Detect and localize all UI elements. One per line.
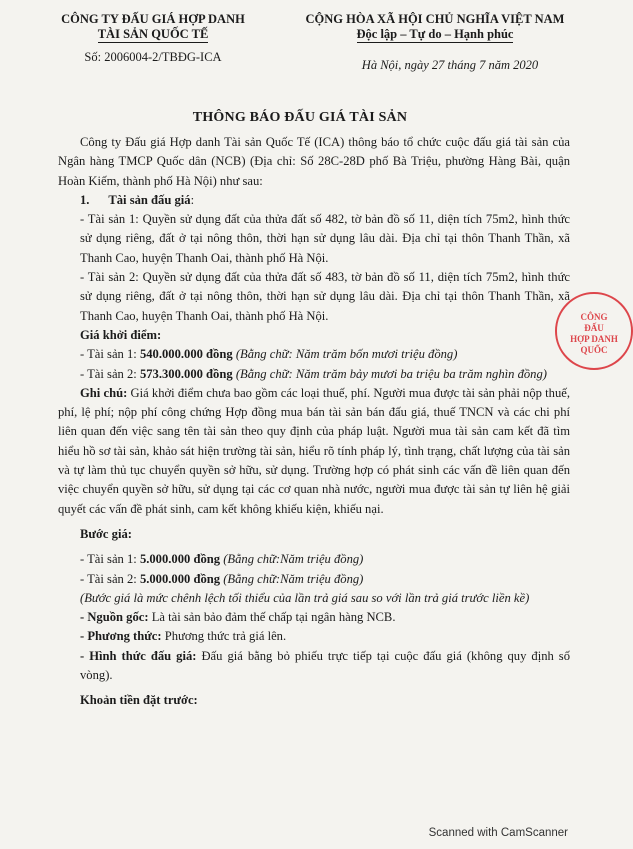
seal-line-1: CÔNG: [580, 312, 608, 322]
starting-price-1-amount: 540.000.000 đồng: [139, 347, 233, 362]
note-label: Ghi chú:: [80, 385, 128, 400]
section-1-colon: :: [190, 192, 195, 207]
starting-price-2-amount: 573.300.000 đồng: [139, 366, 233, 381]
company-header: [48, 12, 258, 43]
bid-step-2-words: (Bằng chữ:Năm triệu đồng): [220, 571, 364, 586]
origin-line: [58, 608, 570, 627]
bid-step-explanation: (Bước giá là mức chênh lệch tối thiểu của lần trả giá sau so với lần trả giá trước liền kề): [80, 590, 530, 605]
starting-price-2-words: (Bằng chữ: Năm trăm bảy mươi ba triệu ba trăm nghìn đồng): [232, 366, 547, 381]
auction-form-label: - Hình thức đấu giá:: [80, 648, 197, 663]
seal-line-4: QUỐC: [580, 345, 608, 355]
company-name-line2: TÀI SẢN QUỐC TẾ: [97, 27, 209, 41]
bid-step-1-amount: 5.000.000 đồng: [139, 552, 221, 567]
bid-step-label: Bước giá:: [80, 526, 132, 541]
origin-label: - Nguồn gốc:: [80, 610, 149, 625]
payment-method-text: Phương thức trả giá lên.: [161, 629, 287, 644]
payment-method-line: [58, 627, 570, 646]
document-date: Hà Nội, ngày 27 tháng 7 năm 2020: [361, 58, 539, 72]
nation-motto: Độc lập – Tự do – Hạnh phúc: [356, 27, 514, 41]
starting-price-2-prefix: - Tài sản 2:: [80, 366, 140, 381]
asset-2-description: - Tài sản 2: Quyền sử dụng đất của thửa đất số 483, tờ bản đồ số 11, diện tích 75m2, hình thức sử dụng riêng, đất ở tại nông thôn, thời hạn sử dụng lâu dài. Địa chỉ tại thôn Thanh Thần, xã Thanh Cao, huyện Thanh Oai, thành phố Hà Nội.: [80, 270, 570, 323]
starting-price-item-2: [58, 365, 570, 384]
bid-step-1-prefix: - Tài sản 1:: [80, 552, 140, 567]
document-title: THÔNG BÁO ĐẤU GIÁ TÀI SẢN: [192, 110, 408, 125]
camscanner-watermark: Scanned with CamScanner: [428, 827, 568, 839]
starting-price-label: Giá khởi điểm:: [80, 327, 162, 342]
auction-form-text: Đấu giá bằng bỏ phiếu trực tiếp tại cuộc đấu giá (không quy định số vòng).: [80, 648, 570, 683]
starting-price-item-1: [58, 345, 570, 364]
starting-price-1-words: (Bằng chữ: Năm trăm bốn mươi triệu đồng): [232, 347, 458, 362]
national-header: [285, 12, 585, 43]
note-text: Giá khởi điểm chưa bao gồm các loại thuế, phí. Người mua được tài sản phải nộp thuế, phí, lệ phí; nộp phí công chứng Hợp đồng mua bán tài sản bán đấu giá, thuế TNCN và các chi phí liên quan đến việc sang tên tài sản theo quy định của pháp luật. Người mua tài sản cam kết đã tìm hiểu hồ sơ tài sản, khảo sát hiện trường tài sản, hiểu rõ tính pháp lý, tình trạng, chất lượng của tài sản và tự làm thủ tục chuyển quyền sở hữu, sử dụng. Trường hợp có phát sinh các vấn đề liên quan đến việc chuyển quyền sở hữu, sử dụng tại các cơ quan nhà nước, người mua được tài sản tự liên hệ giải quyết các vấn đề phát sinh, cam kết không khiếu kiện, khiếu nại.: [58, 385, 570, 516]
asset-1-description: - Tài sản 1: Quyền sử dụng đất của thửa đất số 482, tờ bản đồ số 11, diện tích 75m2, hình thức sử dụng riêng, đất ở tại nông thôn, thời hạn sử dụng lâu dài. Địa chỉ tại thôn Thanh Thần, xã Thanh Cao, huyện Thanh Oai, thành phố Hà Nội.: [80, 212, 570, 265]
bid-step-item-2: [58, 570, 570, 589]
document-number: Số: 2006004-2/TBĐG-ICA: [84, 50, 222, 64]
origin-text: Là tài sản bảo đảm thế chấp tại ngân hàng NCB.: [148, 610, 396, 625]
note-paragraph: [58, 384, 570, 519]
deposit-label: Khoản tiền đặt trước:: [80, 693, 198, 708]
document-body: [58, 133, 570, 711]
nation-name: CỘNG HÒA XÃ HỘI CHỦ NGHĨA VIỆT NAM: [305, 12, 565, 26]
starting-price-1-prefix: - Tài sản 1:: [80, 347, 140, 362]
section-1-label: Tài sản đấu giá: [108, 192, 191, 207]
bid-step-2-prefix: - Tài sản 2:: [80, 571, 140, 586]
auction-form-line: [58, 647, 570, 686]
section-1-heading: [58, 191, 570, 210]
bid-step-item-1: [58, 550, 570, 569]
seal-line-3: HỢP DANH: [570, 334, 618, 344]
seal-line-2: ĐẤU: [584, 323, 604, 333]
company-seal: [555, 292, 633, 370]
bid-step-2-amount: 5.000.000 đồng: [139, 571, 221, 586]
company-name-line1: CÔNG TY ĐẤU GIÁ HỢP DANH: [61, 12, 245, 26]
intro-paragraph: Công ty Đấu giá Hợp danh Tài sản Quốc Tế (ICA) thông báo tổ chức cuộc đấu giá tài sản của Ngân hàng TMCP Quốc dân (NCB) (Địa chỉ: Số 28C-28D phố Bà Triệu, phường Hàng Bài, quận Hoàn Kiếm, thành phố Hà Nội) như sau:: [58, 135, 570, 188]
section-1-number: 1.: [80, 192, 90, 207]
payment-method-label: - Phương thức:: [80, 629, 162, 644]
bid-step-1-words: (Bằng chữ:Năm triệu đồng): [220, 552, 364, 567]
